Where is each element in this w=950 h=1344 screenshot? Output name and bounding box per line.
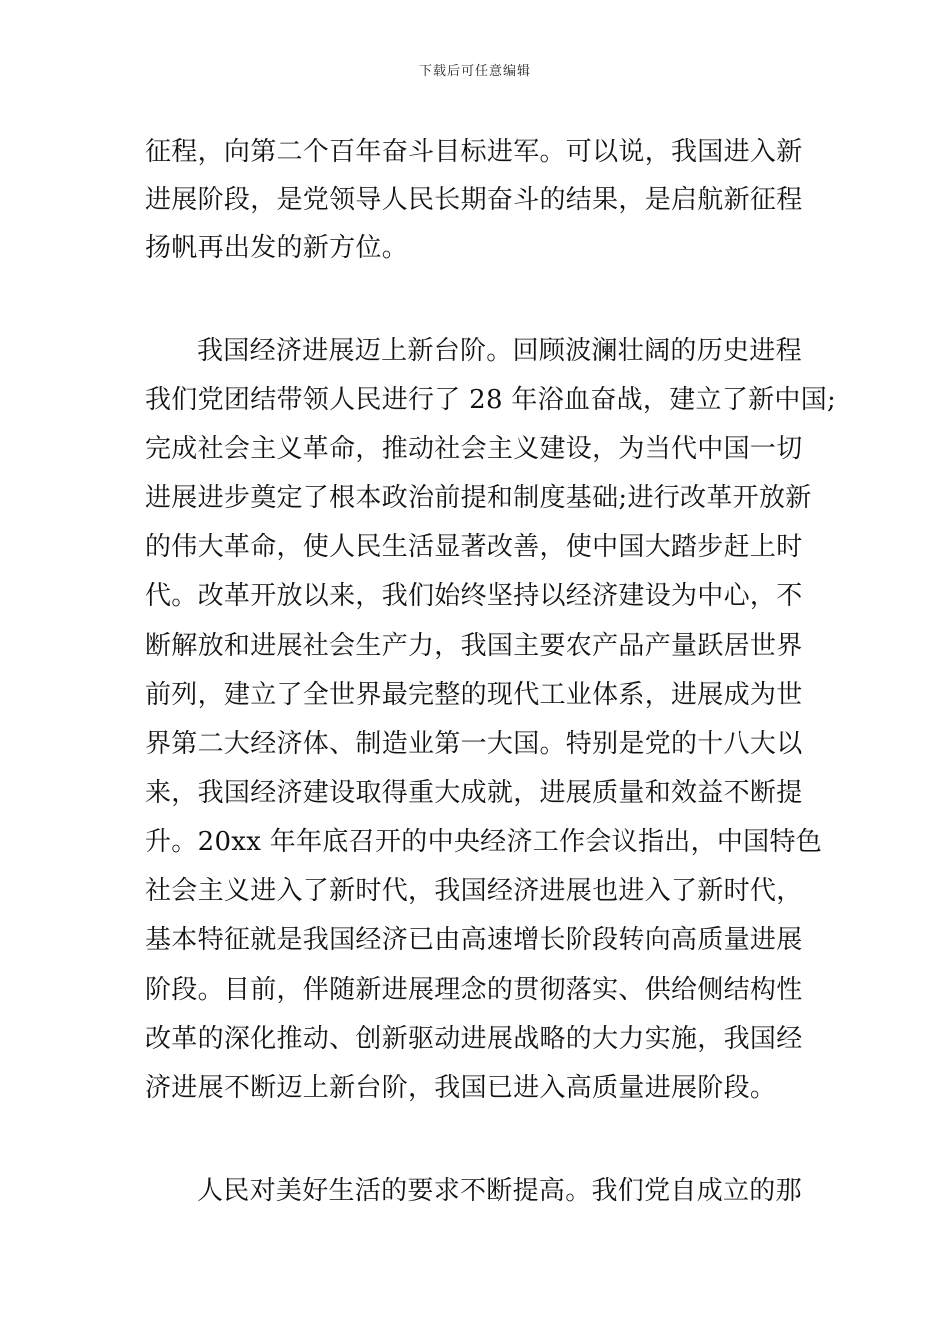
paragraph-2-line-6: 代。改革开放以来，我们始终坚持以经济建设为中心，不 xyxy=(145,581,803,611)
paragraph-2-line-15: 改革的深化推动、创新驱动进展战略的大力实施，我国经 xyxy=(145,1024,803,1054)
paragraph-2-line-1: 我国经济进展迈上新台阶。回顾波澜壮阔的历史进程 xyxy=(197,336,802,366)
paragraph-2-line-13: 基本特征就是我国经济已由高速增长阶段转向高质量进展 xyxy=(145,925,803,955)
paragraph-3-line-1: 人民对美好生活的要求不断提高。我们党自成立的那 xyxy=(197,1176,802,1206)
paragraph-2-line-16: 济进展不断迈上新台阶，我国已进入高质量进展阶段。 xyxy=(145,1073,777,1103)
paragraph-2-line-4: 进展进步奠定了根本政治前提和制度基础;进行改革开放新 xyxy=(145,483,812,513)
paragraph-2-line-9: 界第二大经济体、制造业第一大国。特别是党的十八大以 xyxy=(145,729,803,759)
paragraph-2-line-11: 升。20xx 年年底召开的中央经济工作会议指出，中国特色 xyxy=(145,827,823,857)
page-header: 下载后可任意编辑 xyxy=(418,64,531,79)
paragraph-2-line-10: 来，我国经济建设取得重大成就，进展质量和效益不断提 xyxy=(145,778,803,808)
paragraph-1-line-2: 进展阶段，是党领导人民长期奋斗的结果，是启航新征程 xyxy=(145,185,803,215)
paragraph-2-line-12: 社会主义进入了新时代，我国经济进展也进入了新时代， xyxy=(145,876,803,906)
paragraph-1-line-3: 扬帆再出发的新方位。 xyxy=(145,233,409,263)
paragraph-1-line-1: 征程，向第二个百年奋斗目标进军。可以说，我国进入新 xyxy=(145,137,803,167)
paragraph-2-line-7: 断解放和进展社会生产力，我国主要农产品产量跃居世界 xyxy=(145,631,803,661)
paragraph-2-line-3: 完成社会主义革命，推动社会主义建设，为当代中国一切 xyxy=(145,434,803,464)
paragraph-2-line-2: 我们党团结带领人民进行了 28 年浴血奋战，建立了新中国; xyxy=(145,385,837,415)
paragraph-2-line-5: 的伟大革命，使人民生活显著改善，使中国大踏步赶上时 xyxy=(145,532,803,562)
paragraph-2-line-14: 阶段。目前，伴随新进展理念的贯彻落实、供给侧结构性 xyxy=(145,975,803,1005)
paragraph-2-line-8: 前列，建立了全世界最完整的现代工业体系，进展成为世 xyxy=(145,680,803,710)
